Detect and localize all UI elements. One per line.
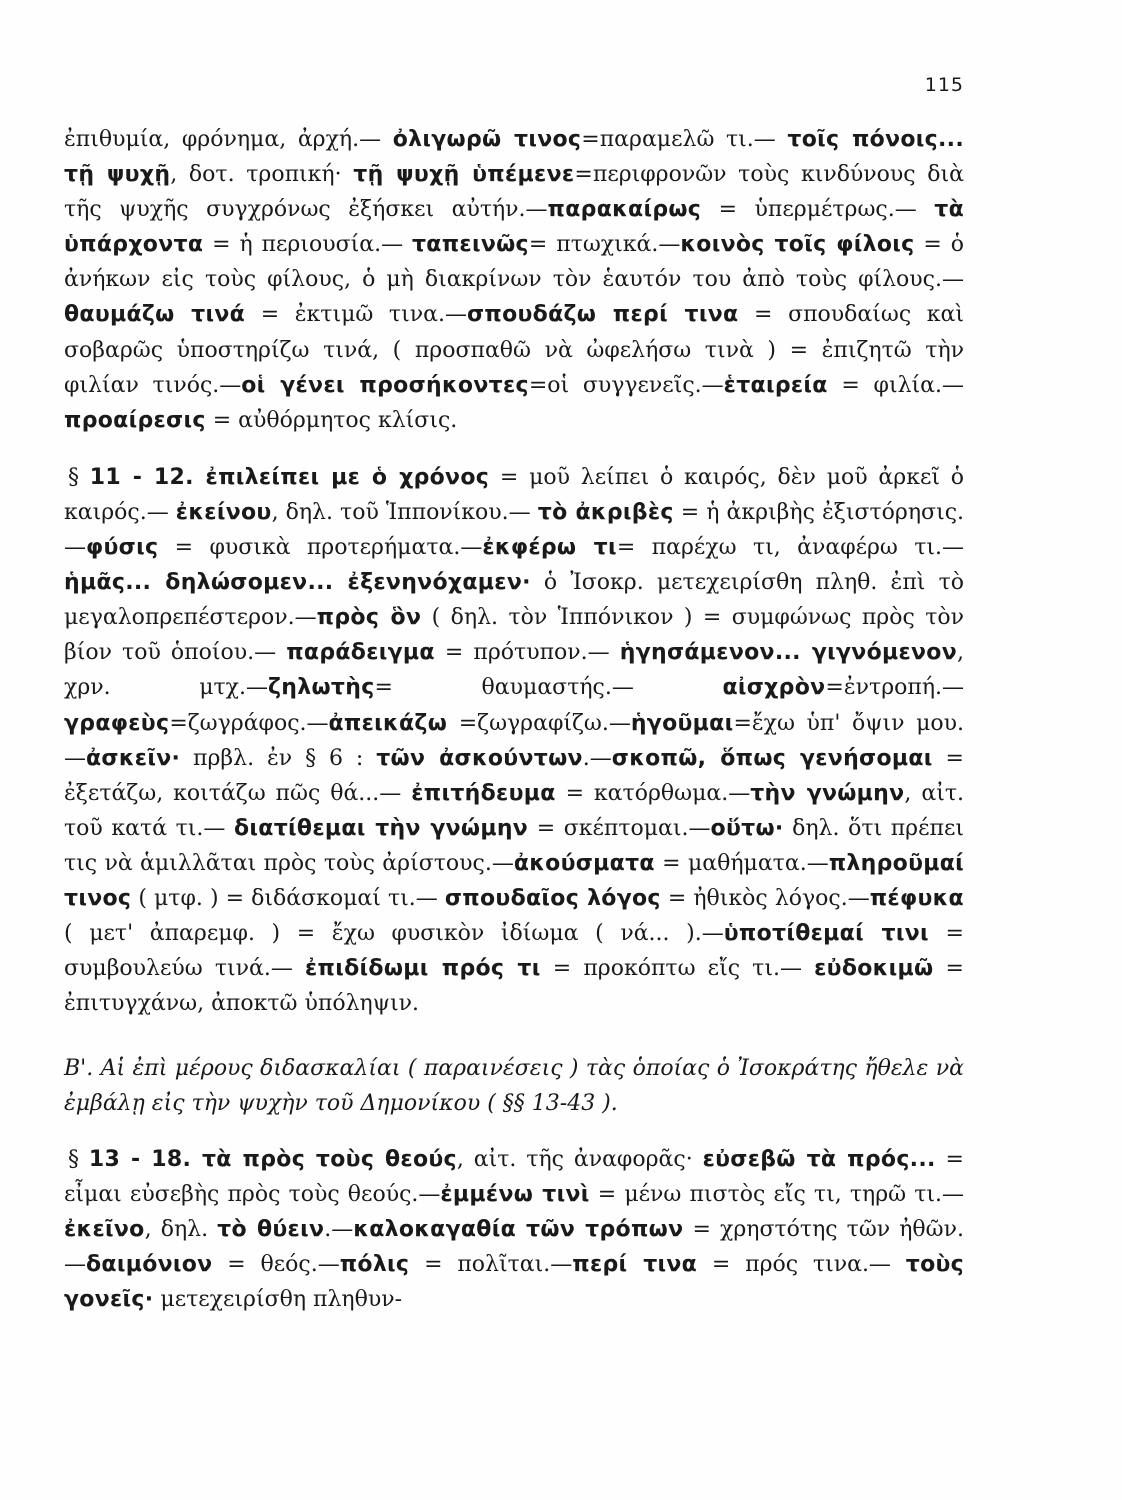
headword: εὐσεβῶ τὰ πρός... xyxy=(702,1146,936,1172)
headword: τὸ ἀκριβὲς xyxy=(537,499,674,525)
gloss-text: = πρός τινα.— xyxy=(697,1251,906,1277)
headword: πέφυκα xyxy=(869,885,964,911)
gloss-text: =ἐντροπή.— xyxy=(825,675,965,701)
gloss-text: = θαυμαστής.— xyxy=(374,675,723,701)
headword: ὀλιγωρῶ τινος xyxy=(392,127,582,152)
gloss-text: =ζωγραφίζω.— xyxy=(447,710,631,736)
gloss-text: = κατόρθωμα.— xyxy=(555,780,751,806)
gloss-text: = ἐπιτυγχάνω, ἀποκτῶ ὑπόληψιν. xyxy=(64,956,964,1017)
section-heading-b xyxy=(64,1051,964,1121)
commentary-text xyxy=(64,122,964,1339)
headword: ἀπεικάζω xyxy=(328,710,448,736)
headword: διατίθεμαι τὴν γνώμην xyxy=(234,815,529,841)
headword: τὸ θύειν xyxy=(217,1216,325,1242)
headword: ἐκείνου xyxy=(175,499,272,525)
gloss-text: , δοτ. τροπική· xyxy=(170,162,354,188)
gloss-text: =ἔχω ὑπ' ὄψιν μου.— xyxy=(64,710,964,771)
headword: ἐπιδίδωμι πρός τι xyxy=(305,956,541,982)
headword: πληροῦμαί τινος xyxy=(64,850,964,911)
gloss-text: = ἐξετάζω, κοιτάζω πῶς θά...— xyxy=(64,745,964,806)
headword: οὕτω· xyxy=(710,815,784,841)
headword: θαυμάζω τινά xyxy=(64,302,246,328)
gloss-text: πρβλ. ἐν § 6 : xyxy=(180,745,377,771)
headword: τοὺς γονεῖς· xyxy=(64,1251,965,1312)
gloss-text: = παρέχω τι, ἀναφέρω τι.— xyxy=(616,535,965,561)
gloss-text: = ἡ ἀκριβὴς ἐξιστόρησις.— xyxy=(64,499,965,561)
gloss-text: , χρν. μτχ.— xyxy=(64,640,965,701)
gloss-text: ( μετ' ἀπαρεμφ. ) = ἔχω φυσικὸν ἰδίωμα ( νά... ).— xyxy=(64,921,724,947)
gloss-text: = χρηστότης τῶν ἠθῶν.— xyxy=(64,1216,964,1277)
headword: ἀσκεῖν· xyxy=(86,745,181,771)
gloss-text: = μένω πιστὸς εἴς τι, τηρῶ τι.— xyxy=(589,1181,964,1207)
headword: τὴν γνώμην xyxy=(750,780,905,806)
headword: ἡγοῦμαι xyxy=(630,710,734,736)
gloss-text: = σπουδαίως καὶ σοβαρῶς ὑποστηρίζω τινά, ( προσπαθῶ νὰ ὠφελήσω τινὰ ) = ἐπιζητῶ τὴν φιλίαν τινός.— xyxy=(64,302,964,398)
headword: ἐκφέρω τι xyxy=(482,535,617,561)
headword: ἐκεῖνο xyxy=(64,1216,145,1242)
gloss-text: = πολῖται.— xyxy=(409,1251,573,1277)
headword: τοῖς πόνοις... τῇ ψυχῇ xyxy=(64,127,964,188)
gloss-text: = ἠθικὸς λόγος.— xyxy=(660,885,870,911)
paragraph-1 xyxy=(64,122,964,438)
headword: περί τινα xyxy=(572,1251,698,1277)
headword: καλοκαγαθία τῶν τρόπων xyxy=(353,1216,684,1242)
headword: προαίρεσις xyxy=(64,407,206,433)
headword: πόλις xyxy=(339,1251,410,1277)
headword: σπουδάζω περί τινα xyxy=(466,302,739,328)
gloss-text: = πτωχικά.— xyxy=(528,232,681,258)
gloss-text: = εἶμαι εὐσεβὴς πρὸς τοὺς θεούς.— xyxy=(64,1146,964,1207)
headword: 13 - 18. τὰ πρὸς τοὺς θεούς xyxy=(88,1146,457,1172)
gloss-text: , αἰτ. τῆς ἀναφορᾶς· xyxy=(456,1146,703,1172)
headword: ἑταιρεία xyxy=(723,372,828,398)
headword: σκοπῶ, ὅπως γενήσομαι xyxy=(611,745,933,771)
gloss-text: = αὐθόρμητος κλίσις. xyxy=(205,407,458,433)
gloss-text: =παραμελῶ τι.— xyxy=(581,127,788,152)
headword: τὰ ὑπάρχοντα xyxy=(64,197,964,258)
gloss-text: = μαθήματα.— xyxy=(654,850,829,876)
headword: ἡγησάμενον... γιγνόμενον xyxy=(619,640,958,666)
gloss-text: = ὁ ἀνήκων εἰς τοὺς φίλους, ὁ μὴ διακρίνων τὸν ἑαυτόν του ἀπὸ τοὺς φίλους.— xyxy=(64,232,964,293)
headword: φύσις xyxy=(86,535,159,561)
gloss-text: Β'. Αἱ ἐπὶ μέρους διδασκαλίαι ( παραινέσεις ) τὰς ὁποίας ὁ Ἰσοκράτης ἤθελε νὰ ἐμβάλῃ εἰς τὴν ψυχὴν τοῦ Δημονίκου ( §§ 13-43 ). xyxy=(64,1056,964,1117)
headword: 11 - 12. ἐπιλείπει με ὁ χρόνος xyxy=(89,464,490,490)
paragraph-section-13-18 xyxy=(64,1142,964,1317)
headword: πρὸς ὃν xyxy=(316,605,422,631)
gloss-text: , δηλ. xyxy=(144,1216,218,1242)
headword: παράδειγμα xyxy=(286,640,435,666)
gloss-text: μετεχειρίσθη πληθυν- xyxy=(153,1286,403,1312)
gloss-text: § xyxy=(68,464,90,490)
gloss-text: ( δηλ. τὸν Ἱππόνικον ) = συμφώνως πρὸς τὸν βίον τοῦ ὁποίου.— xyxy=(64,605,964,666)
headword: τῶν ἀσκούντων xyxy=(376,745,583,771)
gloss-text: δηλ. ὅτι πρέπει τις νὰ ἁμιλλᾶται πρὸς τοὺς ἀρίστους.— xyxy=(64,815,964,876)
headword: ταπεινῶς xyxy=(411,232,529,258)
headword: γραφεὺς xyxy=(64,710,170,736)
gloss-text: = ἡ περιουσία.— xyxy=(203,232,412,258)
headword: τῇ ψυχῇ ὑπέμενε xyxy=(353,162,575,188)
gloss-text: = μοῦ λείπει ὁ καιρός, δὲν μοῦ ἀρκεῖ ὁ καιρός.— xyxy=(64,464,964,525)
headword: εὐδοκιμῶ xyxy=(814,956,934,982)
gloss-text: = θεός.— xyxy=(212,1251,340,1277)
gloss-text: ὁ Ἰσοκρ. μετεχειρίσθη πληθ. ἐπὶ τὸ μεγαλοπρεπέστερον.— xyxy=(64,570,964,631)
gloss-text: = σκέπτομαι.— xyxy=(528,815,711,841)
gloss-text: ἐπιθυμία, φρόνημα, ἀρχή.— xyxy=(64,127,393,152)
gloss-text: = ὑπερμέτρως.— xyxy=(701,197,935,223)
gloss-text: , αἰτ. τοῦ κατά τι.— xyxy=(64,780,964,841)
headword: παρακαίρως xyxy=(547,197,702,223)
gloss-text: =οἱ συγγενεῖς.— xyxy=(528,372,724,398)
gloss-text: § xyxy=(68,1146,89,1172)
gloss-text: = φυσικὰ προτερήματα.— xyxy=(158,535,483,561)
headword: δαιμόνιον xyxy=(86,1251,213,1277)
headword: ὑποτίθεμαί τινι xyxy=(723,921,929,947)
gloss-text: , δηλ. τοῦ Ἱππονίκου.— xyxy=(271,499,538,525)
page-number: 115 xyxy=(924,74,964,96)
gloss-text: .— xyxy=(582,745,612,771)
gloss-text: =περιφρονῶν τοὺς κινδύνους διὰ τῆς ψυχῆς συγχρόνως ἐξήσκει αὐτήν.— xyxy=(64,162,964,223)
paragraph-section-11-12 xyxy=(64,460,964,1022)
headword: ζηλωτὴς xyxy=(268,675,375,701)
gloss-text: = πρότυπον.— xyxy=(434,640,620,666)
gloss-text: = προκόπτω εἴς τι.— xyxy=(540,956,815,982)
headword: οἱ γένει προσήκοντες xyxy=(241,372,529,398)
gloss-text: = φιλία.— xyxy=(827,372,964,398)
gloss-text: = ἐκτιμῶ τινα.— xyxy=(245,302,467,328)
headword: σπουδαῖος λόγος xyxy=(444,885,661,911)
headword: ἀκούσματα xyxy=(513,850,655,876)
gloss-text: ( μτφ. ) = διδάσκομαί τι.— xyxy=(131,885,445,911)
headword: ἐμμένω τινὶ xyxy=(440,1181,590,1207)
headword: αἰσχρὸν xyxy=(722,675,826,701)
headword: ἐπιτήδευμα xyxy=(411,780,556,806)
gloss-text: .— xyxy=(324,1216,354,1242)
gloss-text: = συμβουλεύω τινά.— xyxy=(64,921,964,982)
headword: ἡμᾶς... δηλώσομεν... ἐξενηνόχαμεν· xyxy=(64,570,531,596)
gloss-text: =ζωγράφος.— xyxy=(169,710,329,736)
headword: κοινὸς τοῖς φίλοις xyxy=(680,232,915,258)
